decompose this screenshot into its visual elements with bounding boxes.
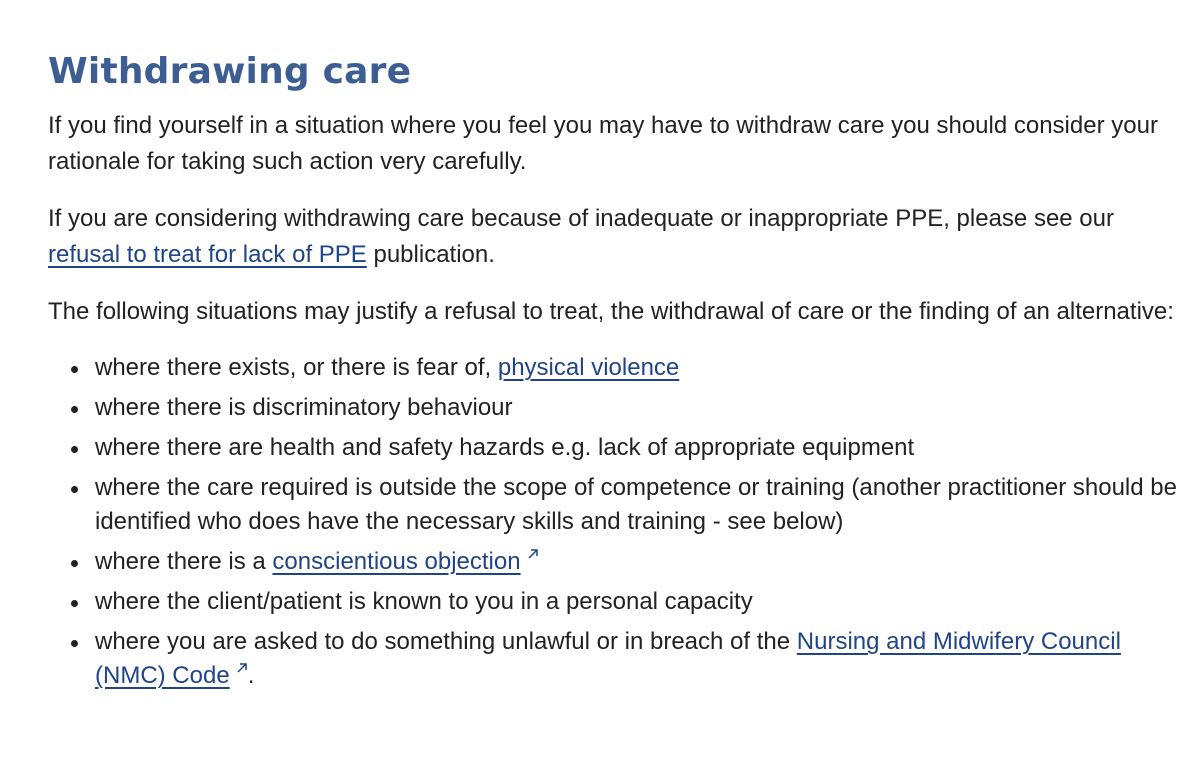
bullet-icon	[71, 486, 78, 493]
list-item	[95, 585, 1178, 619]
list-item	[95, 471, 1178, 539]
intro-paragraph: If you find yourself in a situation where you feel you may have to withdraw care you should consider your rationale for taking such action very carefully.	[48, 112, 1158, 175]
list-item	[95, 391, 1178, 425]
external-link-icon	[236, 662, 248, 674]
section-title: Withdrawing care	[48, 51, 412, 92]
list-item	[95, 545, 1178, 579]
nmc-code-link[interactable]: Nursing and Midwifery Council (NMC) Code	[95, 628, 1121, 689]
bullet-icon	[71, 446, 78, 453]
list-item-text: where there are health and safety hazards e.g. lack of appropriate equipment	[95, 434, 915, 461]
ppe-paragraph-text: If you are considering withdrawing care because of inadequate or inappropriate PPE, please see our	[48, 205, 1114, 232]
situations-list	[48, 351, 1178, 693]
bullet-icon	[71, 640, 78, 647]
list-item-text: where there is a	[95, 548, 273, 575]
withdrawing-care-section	[48, 46, 1178, 699]
list-item-text: where there exists, or there is fear of,	[95, 354, 498, 381]
external-link-icon	[527, 548, 539, 560]
ppe-paragraph-suffix: publication.	[366, 241, 495, 268]
bullet-icon	[71, 366, 78, 373]
list-item-text: where the client/patient is known to you in a personal capacity	[95, 588, 753, 615]
list-item-text: where you are asked to do something unlawful or in breach of the	[95, 628, 797, 655]
list-item-suffix: .	[247, 662, 255, 689]
list-item-text: where there is discriminatory behaviour	[95, 394, 513, 421]
conscientious-objection-link[interactable]: conscientious objection	[272, 548, 521, 575]
refusal-to-treat-ppe-link[interactable]: refusal to treat for lack of PPE	[48, 241, 367, 268]
physical-violence-link[interactable]: physical violence	[497, 354, 680, 381]
bullet-icon	[71, 600, 78, 607]
list-item	[95, 431, 1178, 465]
list-item	[95, 625, 1178, 693]
bullet-icon	[71, 406, 78, 413]
list-item	[95, 351, 1178, 385]
situations-intro-paragraph: The following situations may justify a refusal to treat, the withdrawal of care or the finding of an alternative:	[48, 298, 1174, 325]
bullet-icon	[71, 560, 78, 567]
ppe-paragraph	[48, 201, 1178, 273]
list-item-text: where the care required is outside the scope of competence or training (another practitioner should be identified who does have the necessary skills and training - see below)	[95, 474, 1177, 535]
